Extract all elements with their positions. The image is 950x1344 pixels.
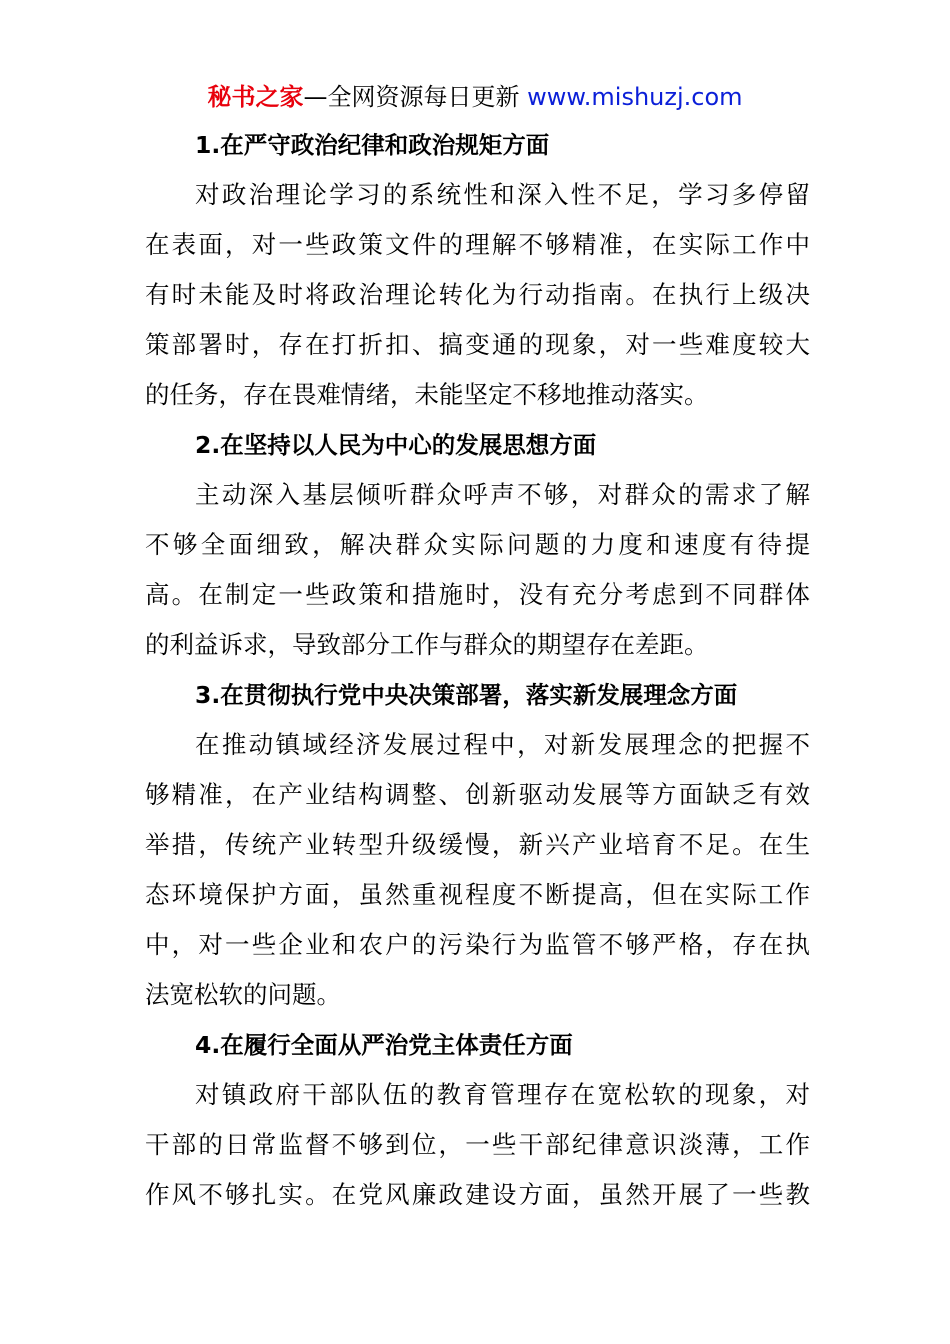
- paragraph-line: 高。在制定一些政策和措施时，没有充分考虑到不同群体: [145, 580, 810, 609]
- paragraph-line: 够精准，在产业结构调整、创新驱动发展等方面缺乏有效: [145, 780, 810, 809]
- paragraph-line: 策部署时，存在打折扣、搞变通的现象，对一些难度较大: [145, 330, 810, 359]
- paragraph-line: 在推动镇域经济发展过程中，对新发展理念的把握不: [195, 730, 810, 759]
- header-tagline: —全网资源每日更新: [303, 83, 528, 111]
- paragraph-line: 不够全面细致，解决群众实际问题的力度和速度有待提: [145, 530, 810, 559]
- page-header: [0, 80, 950, 114]
- paragraph-line: 中，对一些企业和农户的污染行为监管不够严格，存在执: [145, 930, 810, 959]
- paragraph-line: 干部的日常监督不够到位，一些干部纪律意识淡薄，工作: [145, 1130, 810, 1159]
- site-url-link[interactable]: www.mishuzj.com: [527, 83, 743, 111]
- paragraph-line: 主动深入基层倾听群众呼声不够，对群众的需求了解: [195, 480, 810, 509]
- paragraph-line: 的利益诉求，导致部分工作与群众的期望存在差距。: [145, 630, 709, 659]
- paragraph-line: 有时未能及时将政治理论转化为行动指南。在执行上级决: [145, 280, 810, 309]
- section-paragraph-2: [145, 470, 810, 670]
- section-heading-4: 4.在履行全面从严治党主体责任方面: [195, 1031, 573, 1059]
- document-body: [145, 120, 810, 1220]
- section-heading-3: 3.在贯彻执行党中央决策部署，落实新发展理念方面: [195, 681, 738, 709]
- section-paragraph-4: [145, 1070, 810, 1220]
- paragraph-line: 的任务，存在畏难情绪，未能坚定不移地推动落实。: [145, 380, 709, 409]
- paragraph-line: 在表面，对一些政策文件的理解不够精准，在实际工作中: [145, 230, 810, 259]
- brand-name: 秘书之家: [207, 83, 304, 111]
- section-heading-1: 1.在严守政治纪律和政治规矩方面: [195, 131, 550, 159]
- paragraph-line: 法宽松软的问题。: [145, 980, 341, 1009]
- paragraph-line: 举措，传统产业转型升级缓慢，新兴产业培育不足。在生: [145, 830, 810, 859]
- paragraph-line: 作风不够扎实。在党风廉政建设方面，虽然开展了一些教: [145, 1180, 810, 1209]
- paragraph-line: 对政治理论学习的系统性和深入性不足，学习多停留: [195, 180, 810, 209]
- paragraph-line: 态环境保护方面，虽然重视程度不断提高，但在实际工作: [145, 880, 810, 909]
- section-paragraph-1: [145, 170, 810, 420]
- section-heading-2: 2.在坚持以人民为中心的发展思想方面: [195, 431, 597, 459]
- section-paragraph-3: [145, 720, 810, 1020]
- paragraph-line: 对镇政府干部队伍的教育管理存在宽松软的现象，对: [195, 1080, 810, 1109]
